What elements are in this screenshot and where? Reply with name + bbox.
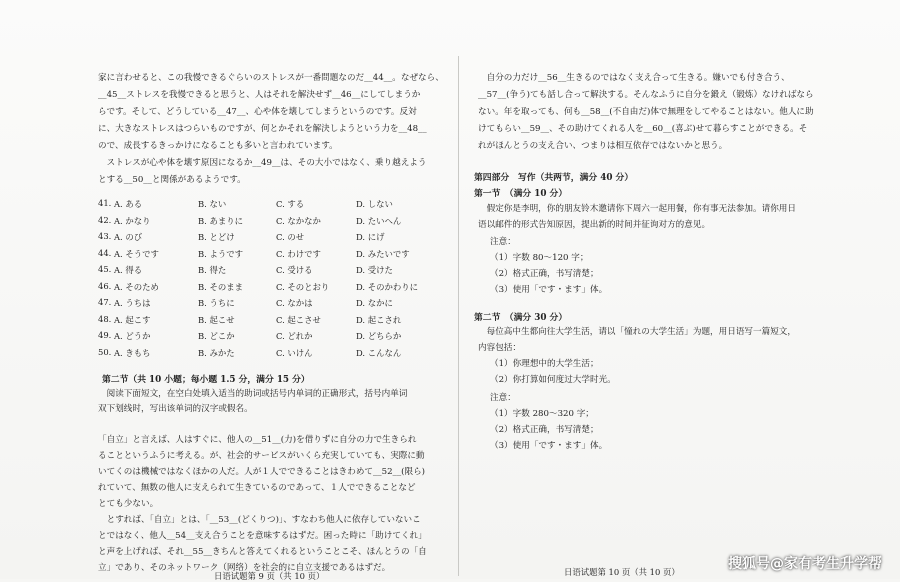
option-c: C. なかは [276,298,313,308]
option-number: 49. [98,330,112,340]
passage-line: とても少ない。 [98,499,159,509]
option-c: C. 起こさせ [276,314,321,325]
option-d: D. なかに [356,298,393,308]
column-divider [458,56,459,576]
writing-note-line: （3）使用「です・ます」体。 [490,441,608,451]
option-d: D. そのかわりに [356,281,418,292]
option-a: A. 起こす [114,314,151,325]
option-d: D. にげ [356,232,385,242]
option-a: A. きもち [114,347,151,358]
watermark-text: 搜狐号@家有考生升学帮 [728,556,882,572]
option-d: D. 受けた [356,265,393,275]
option-a: A. 得る [114,265,143,275]
option-b: B. ようです [198,248,243,259]
page-footer-right: 日语试题第 10 页（共 10 页） [564,567,680,577]
passage-line: とすれば、「自立」とは、「__53__(どくりつ)」、すなわち他人に依存していないこ [98,515,421,525]
section-2-title: 第二节（共 10 小题；每小题 1.5 分，满分 15 分） [102,375,310,385]
passage-line: れていて、無数の他人に支えられて生きているのであって、１人でできることなど [98,483,416,493]
passage-line: れがほんとうの支え合い、つまりは相互依存ではないかと思う。 [478,141,728,151]
option-a: A. うちは [114,298,151,308]
option-c: C. のせ [276,232,305,242]
writing-section-1-note-label: 注意： [490,237,516,247]
option-a: A. そのため [114,281,159,292]
option-b: B. どこか [198,331,235,341]
option-c: C. そのとおり [276,281,330,292]
option-b: B. ない [198,199,227,209]
option-c: C. わけです [276,248,321,259]
option-b: B. うちに [198,298,235,308]
option-number: 44. [98,247,112,258]
passage-line: ので、成長するきっかけになることも多いと言われています。 [98,141,338,151]
passage-line: 立」であり、そのネットワーク（网络）を社会的に自立支援であるはずだ。 [98,563,391,573]
passage-line: 家に言わせると、この我慢できるぐらいのストレスが一番問題なのだ__44__。なぜなら、 [98,73,444,83]
option-c: C. いけん [276,347,313,358]
writing-section-1-title: 第一节 （满分 10 分） [474,189,568,199]
option-number: 41. [98,198,112,208]
option-b: B. とどけ [198,232,235,242]
writing-point-line: （1）你理想中的大学生活； [490,359,599,369]
option-b: B. あまりに [198,215,243,226]
option-d: D. みたいです [356,248,410,259]
instruction-line: 阅读下面短文，在空白处填入适当的助词或括号内单词的正确形式，括号内单词 [98,389,408,399]
option-b: B. そのまま [198,281,243,292]
option-a: A. のび [114,232,143,242]
writing-prompt-line: 假定你是李明，你的朋友铃木邀请你下周六一起用餐，你有事无法参加。请你用日 [478,204,796,214]
option-number: 46. [98,280,112,291]
passage-line: と声を上げれば、それ__55__きちんと答えてくれるということこそ、ほんとうの「自 [98,547,427,557]
option-d: D. どちらか [356,331,402,341]
writing-prompt-line: 每位高中生都向往大学生活，请以「憧れの大学生活」为题，用日语写一篇短文， [478,327,796,337]
option-d: D. たいへん [356,215,402,226]
option-a: A. ある [114,199,143,209]
writing-note-line: （1）字数 280～320 字； [490,409,594,419]
option-b: B. みかた [198,347,235,358]
option-c: C. どれか [276,331,313,341]
passage-line: __57__(争う)ても話し合って解決する。そんなふうに自分を鍛え（锻炼）なければなら [478,90,814,100]
option-d: D. しない [356,199,393,209]
passage-line: ることというふうに考える。が、社会的サービスがいくら充実していても、実際に動 [98,451,425,461]
writing-section-2-title: 第二节 （满分 30 分） [474,313,568,323]
writing-point-line: （2）你打算如何度过大学时光。 [490,375,616,385]
page-footer-left: 日语试题第 9 页（共 10 页） [214,571,325,581]
instruction-line: 双下划线时，写出该单词的汉字或假名。 [98,404,253,414]
option-b: B. 得た [198,265,227,275]
option-number: 43. [98,231,112,241]
option-a: A. かなり [114,215,151,226]
passage-line: 「自立」と言えば、人はすぐに、他人の__51__(力)を借りずに自分の力で生きられ [98,435,417,445]
option-number: 50. [98,346,112,357]
passage-line: いてくのは機械ではなくほかの人だ。人が１人でできることはきわめて__52__(限ら) [98,467,426,477]
passage-line: けてもらい__59__、その助けてくれる人を__60__(喜ぶ)せて暮らすことができる。そ [478,124,808,134]
option-c: C. なかなか [276,215,321,226]
option-number: 47. [98,297,112,307]
passage-line: ストレスが心や体を壊す原因になるか__49__は、その大小ではなく、乗り越えよう [98,158,427,168]
option-b: B. 起こせ [198,314,235,325]
option-c: C. する [276,199,305,209]
writing-note-line: （1）字数 80～120 字； [490,253,589,263]
option-d: D. 起こされ [356,314,402,325]
option-number: 48. [98,313,112,324]
writing-note-line: （2）格式正确，书写清楚； [490,269,599,279]
writing-note-line: （3）使用「です・ます」体。 [490,285,608,295]
option-a: A. そうです [114,248,159,259]
passage-line: に、大きなストレスはつらいものですが、何とかそれを解決しようという力を__48__ [98,124,427,134]
passage-line: とではなく、他人__54__支え合うことを意味するはずだ。困った時に「助けてくれ」 [98,531,427,541]
writing-prompt-line: 语以邮件的形式告知原因，提出新的时间并征询对方的意见。 [478,220,711,230]
writing-note-line: （2）格式正确，书写清楚； [490,425,599,435]
writing-prompt-line: 内容包括： [478,343,521,353]
passage-line: ない。年を取っても、何も__58__(不自由だ)体で無理をしてやることはない。他人に助 [478,107,814,117]
option-d: D. こんなん [356,347,402,358]
option-a: A. どうか [114,331,151,341]
passage-line: とする__50__と関係があるようです。 [98,175,246,185]
option-c: C. 受ける [276,265,313,275]
passage-line: 自分の力だけ__56__生きるのではなく支え合って生きる。嫌いでも付き合う、 [478,73,790,83]
passage-line: __45__ストレスを我慢できると思うと、人はそれを解決せず__46__にしてしまうか [98,90,421,100]
writing-section-2-note-label: 注意： [490,393,516,403]
option-number: 45. [98,264,112,274]
passage-line: らです。そして、どうしている__47__、心や体を壊してしまうというのです。反対 [98,107,417,117]
option-number: 42. [98,214,112,225]
part-4-title: 第四部分 写作（共两节，满分 40 分） [474,173,634,183]
